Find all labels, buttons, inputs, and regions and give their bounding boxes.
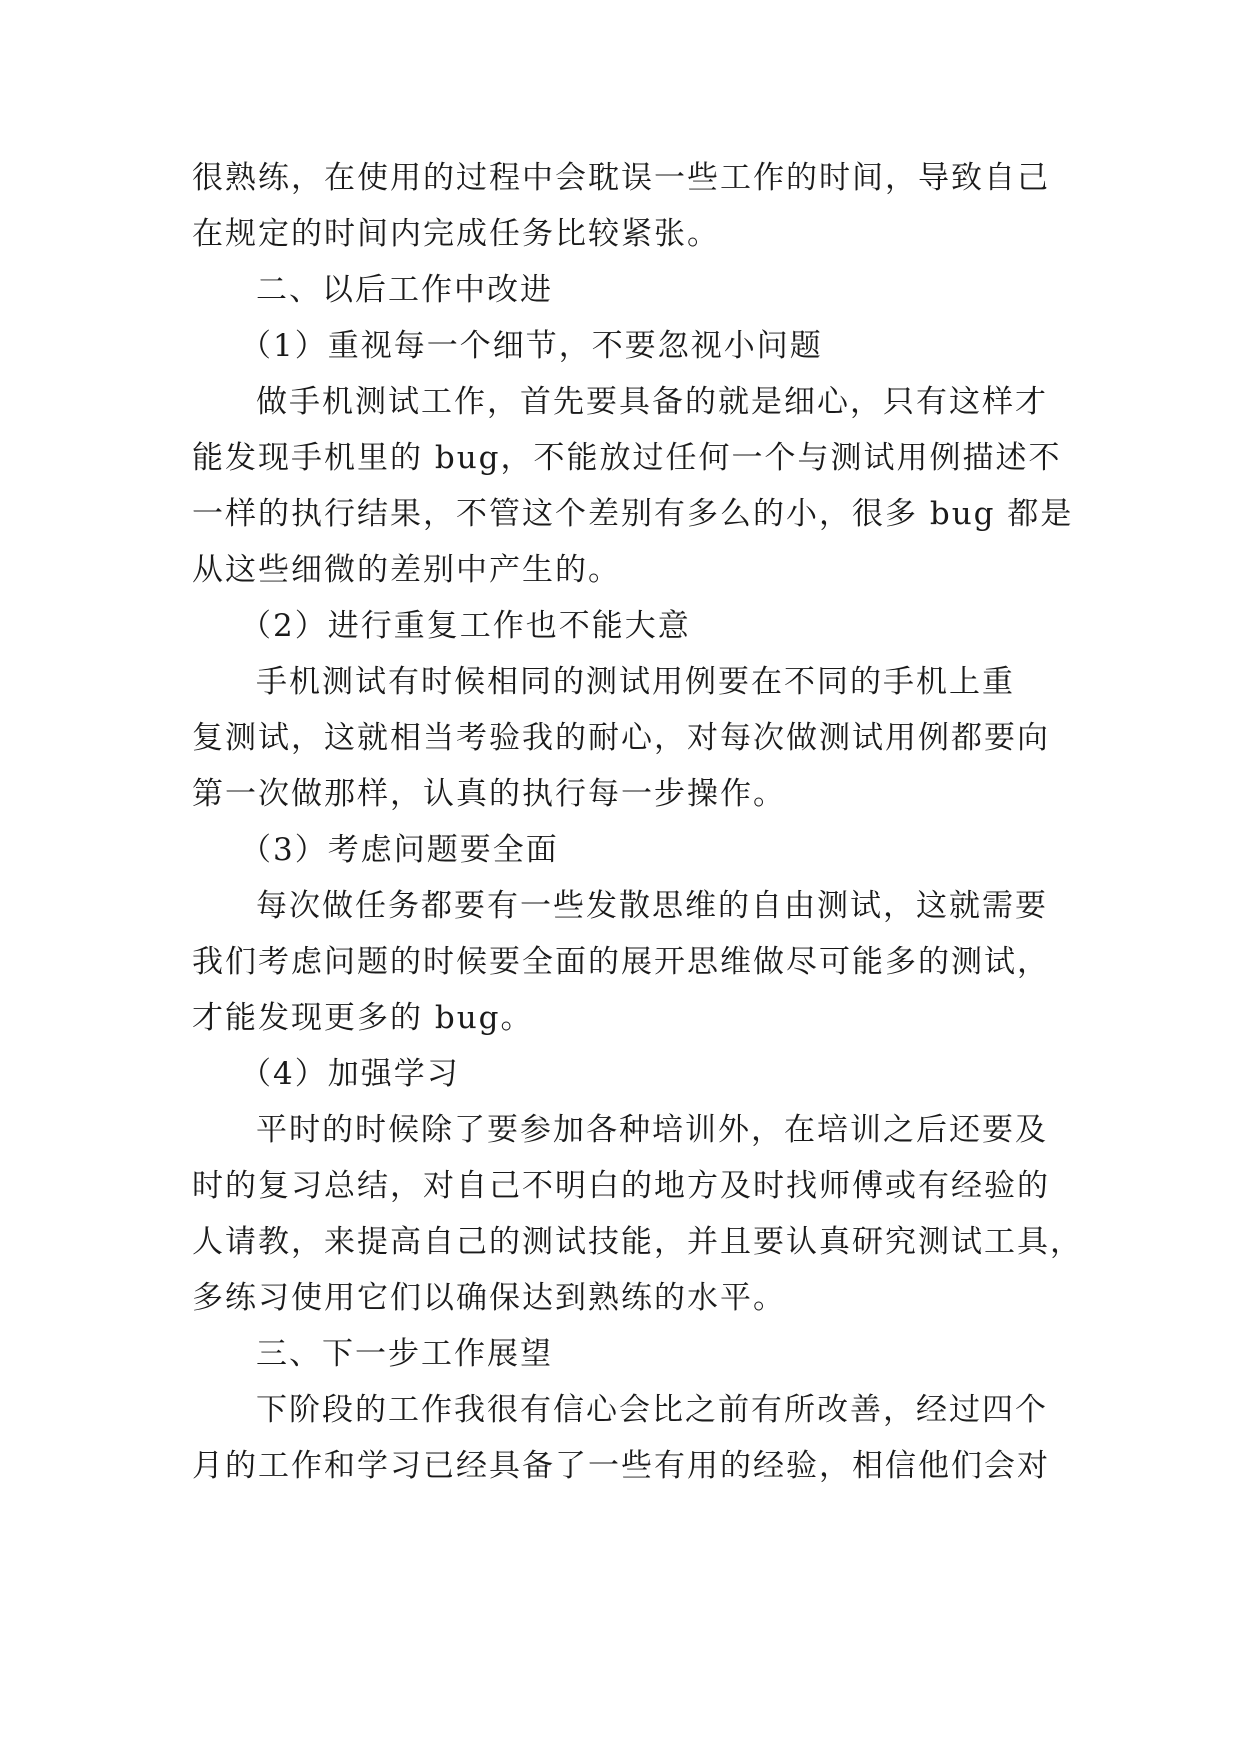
- paragraph-line: 在规定的时间内完成任务比较紧张。: [192, 216, 720, 252]
- paragraph-line: 很熟练，在使用的过程中会耽误一些工作的时间，导致自己: [192, 160, 1050, 196]
- paragraph-line: 时的复习总结，对自己不明白的地方及时找师傅或有经验的: [192, 1168, 1050, 1204]
- paragraph-line: 第一次做那样，认真的执行每一步操作。: [192, 776, 786, 812]
- paragraph-line: 每次做任务都要有一些发散思维的自由测试，这就需要: [256, 888, 1048, 924]
- paragraph-line: 人请教，来提高自己的测试技能，并且要认真研究测试工具，: [192, 1224, 1083, 1260]
- paragraph-line: 我们考虑问题的时候要全面的展开思维做尽可能多的测试，: [192, 944, 1050, 980]
- paragraph-line: 能发现手机里的 bug，不能放过任何一个与测试用例描述不: [192, 440, 1062, 476]
- subsection-heading: （3）考虑问题要全面: [240, 832, 559, 868]
- paragraph-line: 从这些细微的差别中产生的。: [192, 552, 621, 588]
- paragraph-line: 手机测试有时候相同的测试用例要在不同的手机上重: [256, 664, 1015, 700]
- paragraph-line: 多练习使用它们以确保达到熟练的水平。: [192, 1280, 786, 1316]
- paragraph-line: 复测试，这就相当考验我的耐心，对每次做测试用例都要向: [192, 720, 1050, 756]
- paragraph-line: 月的工作和学习已经具备了一些有用的经验，相信他们会对: [192, 1448, 1050, 1484]
- paragraph-line: 下阶段的工作我很有信心会比之前有所改善，经过四个: [256, 1392, 1048, 1428]
- paragraph-line: 做手机测试工作，首先要具备的就是细心，只有这样才: [256, 384, 1048, 420]
- paragraph-line: 才能发现更多的 bug。: [192, 1000, 534, 1036]
- subsection-heading: （1）重视每一个细节，不要忽视小问题: [240, 328, 823, 364]
- paragraph-line: 平时的时候除了要参加各种培训外，在培训之后还要及: [256, 1112, 1048, 1148]
- subsection-heading: （2）进行重复工作也不能大意: [240, 608, 691, 644]
- paragraph-line: 一样的执行结果，不管这个差别有多么的小，很多 bug 都是: [192, 496, 1074, 532]
- section-heading: 二、以后工作中改进: [256, 272, 553, 308]
- subsection-heading: （4）加强学习: [240, 1056, 460, 1092]
- section-heading: 三、下一步工作展望: [256, 1336, 553, 1372]
